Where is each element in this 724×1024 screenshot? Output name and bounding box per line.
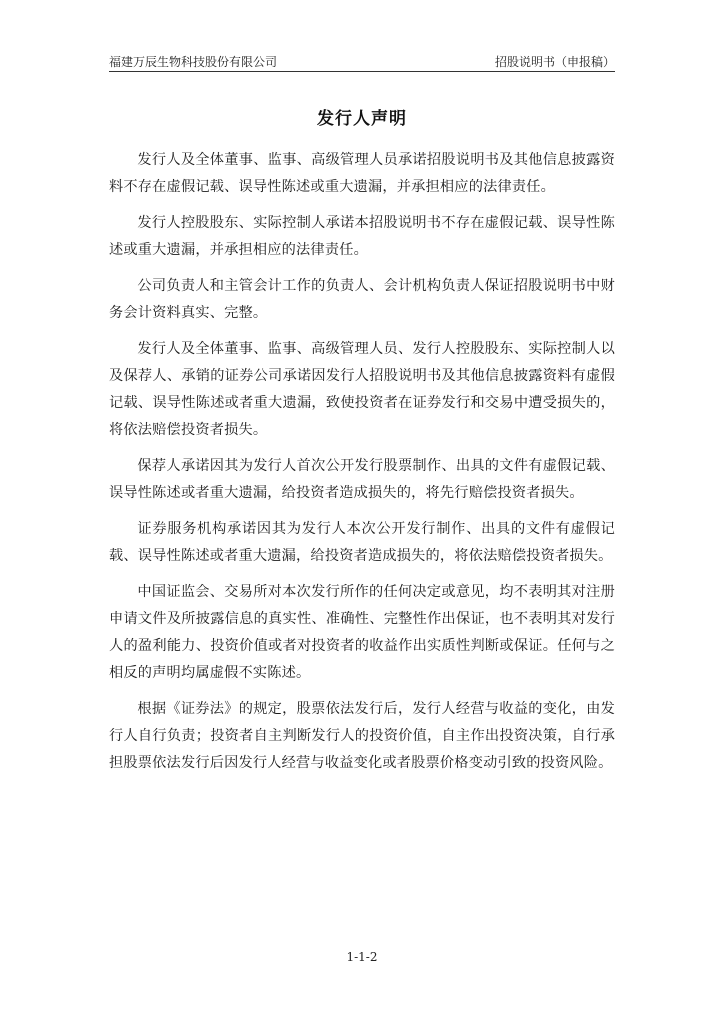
paragraph: 发行人及全体董事、监事、高级管理人员承诺招股说明书及其他信息披露资料不存在虚假记载、误导性陈述或重大遗漏，并承担相应的法律责任。 [109, 152, 615, 195]
page-number: 1-1-2 [346, 950, 378, 964]
page-title: 发行人声明 [317, 109, 407, 129]
paragraph: 公司负责人和主管会计工作的负责人、会计机构负责人保证招股说明书中财务会计资料真实、完整。 [109, 278, 615, 321]
paragraph: 发行人控股股东、实际控制人承诺本招股说明书不存在虚假记载、误导性陈述或重大遗漏，并承担相应的法律责任。 [109, 215, 615, 258]
header-divider [109, 71, 615, 72]
paragraph: 保荐人承诺因其为发行人首次公开发行股票制作、出具的文件有虚假记载、误导性陈述或者重大遗漏，给投资者造成损失的，将先行赔偿投资者损失。 [109, 458, 615, 501]
paragraph: 中国证监会、交易所对本次发行所作的任何决定或意见，均不表明其对注册申请文件及所披露信息的真实性、准确性、完整性作出保证，也不表明其对发行人的盈利能力、投资价值或者对投资者的收益作出实质性判断或保证。任何与之相反的声明均属虚假不实陈述。 [109, 584, 615, 681]
header-document-name: 招股说明书（申报稿） [494, 55, 615, 69]
page-header [109, 52, 615, 70]
paragraph: 证券服务机构承诺因其为发行人本次公开发行制作、出具的文件有虚假记载、误导性陈述或者重大遗漏，给投资者造成损失的，将依法赔偿投资者损失。 [109, 521, 615, 564]
paragraph: 根据《证券法》的规定，股票依法发行后，发行人经营与收益的变化，由发行人自行负责；投资者自主判断发行人的投资价值，自主作出投资决策，自行承担股票依法发行后因发行人经营与收益变化或者股票价格变动引致的投资风险。 [109, 701, 615, 771]
declaration-body [109, 147, 615, 786]
paragraph: 发行人及全体董事、监事、高级管理人员、发行人控股股东、实际控制人以及保荐人、承销的证券公司承诺因发行人招股说明书及其他信息披露资料有虚假记载、误导性陈述或者重大遗漏，致使投资者在证券发行和交易中遭受损失的，将依法赔偿投资者损失。 [109, 341, 615, 438]
header-company-name: 福建万辰生物科技股份有限公司 [109, 55, 278, 69]
